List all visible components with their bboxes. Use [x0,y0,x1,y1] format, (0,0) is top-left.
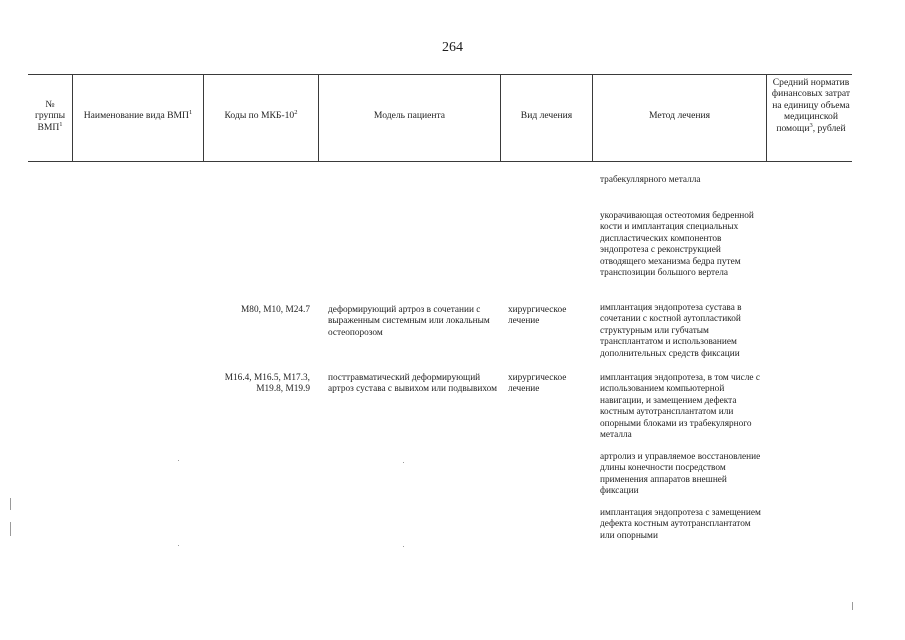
column-divider [500,74,501,162]
scan-dot [178,545,179,546]
column-divider [318,74,319,162]
scan-mark [852,602,853,610]
header-icd-codes [205,110,317,121]
scan-dot [403,546,404,547]
method-text: имплантация эндопротеза сустава в сочетании с костной аутопластикой структурным или губчатым трансплантатом и использованием дополнительных средств фиксации [600,303,742,359]
scan-dot [403,462,404,463]
column-divider [72,74,73,162]
scan-mark [10,522,11,536]
header-average-cost [768,77,854,134]
header-group-label: № группы ВМП [34,99,66,133]
method-text: имплантация эндопротеза с замещением дефекта костным аутотрансплантатом или опорными [600,508,761,541]
patient-model: посттравматический деформирующий артроз сустава с вывихом или подвывихом [328,373,497,395]
header-group-number [30,99,70,133]
treatment-type: хирургическое лечение [508,305,567,327]
header-bottom-rule [28,161,852,162]
treatment-type: хирургическое лечение [508,373,567,395]
footnote-mark: 2 [294,108,298,116]
header-treatment-method: Метод лечения [648,110,711,121]
column-divider [766,74,767,162]
icd-codes: M80, M10, M24.7 [241,305,310,315]
scan-dot [178,460,179,461]
scan-mark [10,498,11,510]
header-patient-model: Модель пациента [373,110,446,121]
method-text: укорачивающая остеотомия бедренной кости и имплантация специальных диспластических компонентов эндопротеза с реконструкцией отводящего механизма бедра путем транспозиции большого вертела [600,211,754,279]
header-vmp-name [74,110,202,121]
header-treatment-type: Вид лечения [520,110,573,121]
footnote-mark: 1 [188,108,193,116]
column-divider [203,74,204,162]
method-text: имплантация эндопротеза, в том числе с использованием компьютерной навигации, и замещением дефекта костным аутотрансплантатом или опорными блоками из трабекулярного металла [600,373,760,441]
method-text: артролиз и управляемое восстановление длины конечности посредством применения аппаратов внешней фиксации [600,452,761,497]
footnote-mark: 1 [59,120,63,128]
header-cost-label: Средний норматив финансовых затрат на единицу объема медицинской помощи [771,77,851,134]
table-top-rule [28,74,852,75]
header-icd-label: Коды по МКБ-10 [224,110,295,121]
footnote-mark: 3 [809,121,813,129]
header-vmp-label: Наименование вида ВМП [83,110,189,121]
header-cost-unit: , рублей [812,122,846,134]
method-text: трабекуллярного металла [600,175,701,185]
patient-model: деформирующий артроз в сочетании с выраженным системным или локальным остеопорозом [328,305,490,338]
page-number: 264 [442,40,463,55]
column-divider [592,74,593,162]
icd-codes: M16.4, M16.5, M17.3, M19.8, M19.9 [224,373,310,395]
